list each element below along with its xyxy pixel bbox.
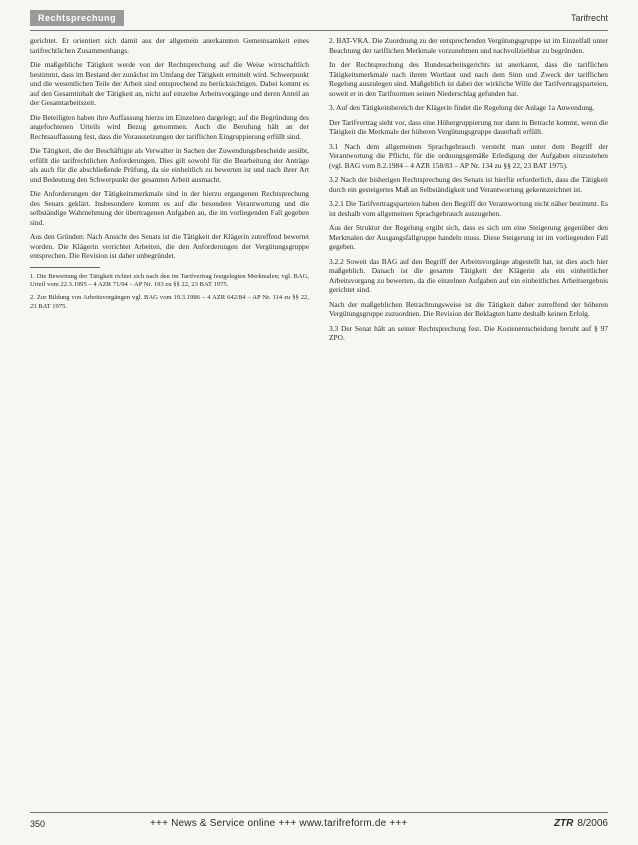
- section-badge: Rechtsprechung: [30, 10, 124, 26]
- paragraph: Die Anforderungen der Tätigkeitsmerkmale sind in der hierzu ergangenen Rechtsprechung des Senats geklärt. Insbesondere kommt es auf die besondere Verantwortung und die selbständige Wahrnehmung der übertragenen Aufgaben an, die im vorliegenden Fall gegeben sind.: [30, 189, 309, 227]
- paragraph: Die Beteiligten haben ihre Auffassung hierzu im Einzelnen dargelegt; auf die Begründung des angefochtenen Urteils wird Bezug genommen. Auch die Berufung hält an der Rechtsauffassung fest, dass die Voraussetzungen der tariflichen Eingruppierung erfüllt sind.: [30, 112, 309, 141]
- page-number: 350: [30, 819, 46, 829]
- paragraph: 3. Auf den Tätigkeitsbereich der Klägerin findet die Regelung der Anlage 1a Anwendung.: [329, 103, 595, 112]
- paragraph: gerichtet. Er orientiert sich damit aus der allgemein anerkannten Gemeinsamkeit eines tarifrechtlichen Zusammenhangs.: [30, 36, 309, 55]
- page-header: [30, 10, 608, 28]
- paragraph: Die Tätigkeit, die der Beschäftigte als Verwalter in Sachen der Zuwendungsbescheide ausübt, erfüllt die tarifrechtlichen Anforderungen. Dies gilt sowohl für die Bearbeitung der Anträge als auch für die abschließende Prüfung, da sie einheitlich zu bewerten ist und nach ihrer Art und Bedeutung den Schwerpunkt der gesamten Arbeit ausmacht.: [30, 146, 309, 184]
- footer-issue: [554, 818, 608, 829]
- footnote-rule: [30, 267, 100, 268]
- right-column: [329, 36, 608, 804]
- page-footer: [30, 812, 608, 833]
- footnote: 1. Die Bewertung der Tätigkeit richtet sich nach den im Tarifvertrag festgelegten Merkmalen; vgl. BAG, Urteil vom 22.3.1995 – 4 AZR 71/94 – AP Nr. 193 zu §§ 22, 23 BAT 1975.: [30, 272, 309, 288]
- paragraph: 3.2.1 Die Tarifvertragsparteien haben den Begriff der Verantwortung nicht näher bestimmt. Es ist deshalb vom allgemeinen Sprachgebrauch auszugehen.: [329, 199, 608, 218]
- paragraph: 3.1 Nach dem allgemeinen Sprachgebrauch versteht man unter dem Begriff der Verantwortung die Pflicht, für die ordnungsgemäße Erledigung der Aufgaben einzustehen (vgl. BAG vom 8.2.1984 – 4 AZR 158/83 – AP Nr. 134 zu §§ 22, 23 BAT 1975).: [329, 141, 608, 170]
- paragraph: 3.2 Nach der bisherigen Rechtsprechung des Senats ist hierfür erforderlich, dass die Tätigkeit durch ein gesteigertes Maß an Selbständigkeit und Verantwortung gekennzeichnet ist.: [329, 175, 608, 194]
- left-column: [30, 36, 309, 804]
- paragraph: Aus der Struktur der Regelung ergibt sich, dass es sich um eine Steigerung gegenüber den Merkmalen der Ausgangsfallgruppe handeln muss. Diese Steigerung ist im vorliegenden Fall gegeben.: [329, 223, 608, 251]
- paragraph: 2. BAT-VKA. Die Zuordnung zu der entsprechenden Vergütungsgruppe ist im Einzelfall unter Beachtung der tariflichen Merkmale vorzunehmen und nachvollziehbar zu begründen.: [329, 36, 608, 55]
- category-label: Tarifrecht: [570, 13, 608, 23]
- journal-brand: ZTR: [553, 818, 574, 829]
- paragraph: 3.3 Der Senat hält an seiner Rechtsprechung fest. Die Kostenentscheidung beruht auf § 97 ZPO.: [329, 323, 608, 342]
- paragraph: 3.2.2 Soweit das BAG auf den Begriff der Arbeitsvorgänge abgestellt hat, ist dies auch hier maßgeblich. Danach ist die gesamte Tätigkeit der Klägerin als ein einheitlicher Arbeitsvorgang zu bewerten, da die einzelnen Aufgaben auf ein einheitliches Arbeitsergebnis gerichtet sind.: [329, 256, 608, 294]
- paragraph: Nach der maßgeblichen Betrachtungsweise ist die Tätigkeit daher zutreffend der höheren Vergütungsgruppe zuzuordnen. Die Revision der Beklagten hatte deshalb keinen Erfolg.: [329, 299, 608, 318]
- paragraph: Die maßgebliche Tätigkeit werde von der Rechtsprechung auf die Weise wirtschaftlich bestimmt, dass im Bestand der zunächst im Umfang der Tätigkeit ermittelt wird. Schwerpunkt und die wesentlichen Teile der Arbeit sind entsprechend zu berücksichtigen. Dabei kommt es auf den Gesamtinhalt der Tätigkeit an, nicht auf einzelne Arbeitsvorgänge und deren Anteil an der Gesamtarbeitszeit.: [30, 60, 309, 107]
- footnote: 2. Zur Bildung von Arbeitsvorgängen vgl. BAG vom 19.3.1986 – 4 AZR 642/84 – AP Nr. 114 zu §§ 22, 23 BAT 1975.: [30, 294, 309, 310]
- footer-slogan: +++ News & Service online +++ www.tarifreform.de +++: [150, 818, 408, 829]
- paragraph: Der Tarifvertrag sieht vor, dass eine Höhergruppierung nur dann in Betracht kommt, wenn die Tätigkeit die Merkmale der höheren Vergütungsgruppe dauerhaft erfüllt.: [329, 117, 608, 136]
- issue-number: 8/2006: [577, 818, 608, 829]
- paragraph: In der Rechtsprechung des Bundesarbeitsgerichts ist anerkannt, dass die tariflichen Tätigkeitsmerkmale nach ihrem Wortlaut und nach dem Sinn und Zweck der tariflichen Regelung auszulegen sind. Maßgeblich ist dabei der wirkliche Wille der Tarifvertragsparteien, soweit er in den Tarifnormen seinen Niederschlag gefunden hat.: [329, 60, 608, 98]
- paragraph: Aus den Gründen: Nach Ansicht des Senats ist die Tätigkeit der Klägerin zutreffend bewertet worden. Die Klägerin verrichtet Arbeiten, die den Anforderungen der Vergütungsgruppe entsprechen. Die Revision ist daher unbegründet.: [30, 232, 309, 260]
- header-rule: [30, 30, 608, 31]
